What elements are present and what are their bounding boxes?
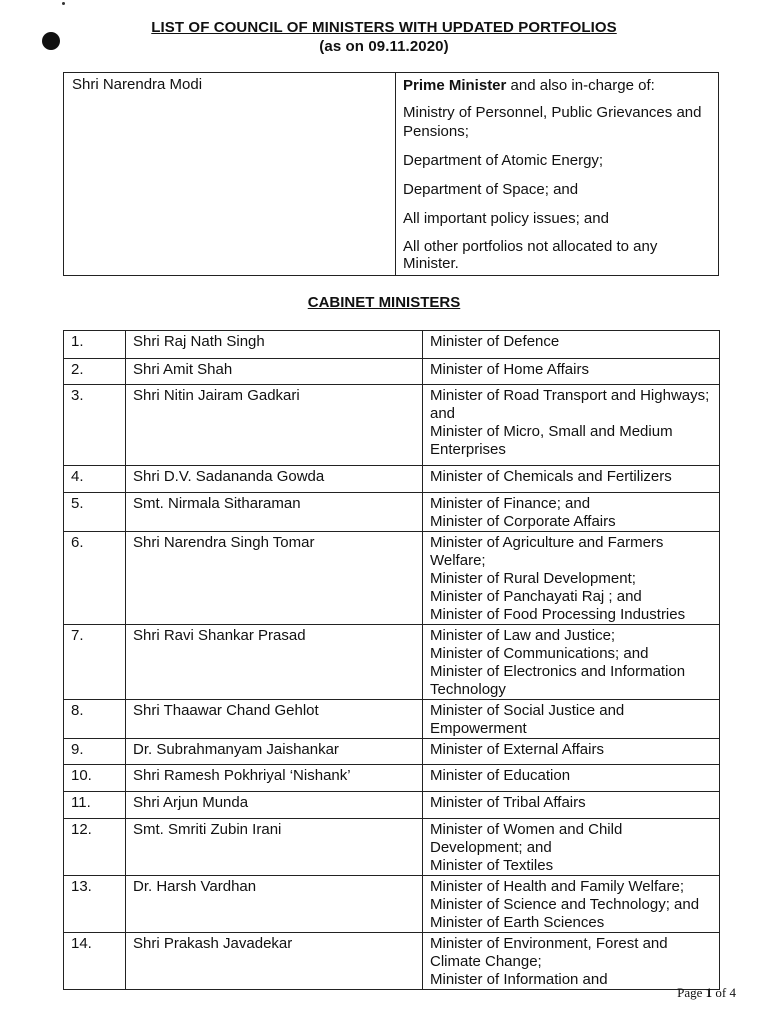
page-number: 1: [705, 985, 713, 1000]
page-word: Page: [677, 985, 703, 1000]
portfolio-line: Minister of Defence: [430, 333, 560, 350]
minister-portfolios: [423, 765, 720, 792]
minister-portfolios: [423, 385, 720, 466]
of-word: of: [715, 985, 727, 1000]
minister-portfolios: [423, 819, 720, 876]
minister-row: [64, 792, 720, 819]
minister-row: [64, 385, 720, 466]
pm-name: Shri Narendra Modi: [64, 73, 396, 275]
minister-name: Shri Arjun Munda: [126, 792, 423, 819]
portfolio-line: Minister of Law and Justice;: [430, 627, 616, 644]
minister-name: Shri Ravi Shankar Prasad: [126, 625, 423, 700]
row-number: 6.: [64, 532, 126, 625]
minister-name: Shri Ramesh Pokhriyal ‘Nishank’: [126, 765, 423, 792]
cabinet-table: [63, 330, 720, 990]
portfolio-line: Minister of Women and Child Development; and: [430, 821, 623, 856]
portfolio-line: Minister of Social Justice and Empowerment: [430, 702, 625, 737]
portfolio-line: Minister of Electronics and Information Technology: [430, 663, 686, 698]
cabinet-table-body: [64, 331, 720, 990]
minister-name: Shri Amit Shah: [126, 359, 423, 385]
pm-role-suffix: and also in-charge of:: [506, 77, 655, 94]
minister-name: Shri Nitin Jairam Gadkari: [126, 385, 423, 466]
pm-role: Prime Minister: [403, 77, 507, 94]
portfolio-line: Minister of Rural Development;: [430, 570, 636, 587]
minister-name: Dr. Subrahmanyam Jaishankar: [126, 739, 423, 765]
portfolio-line: Minister of Environment, Forest and Climate Change;: [430, 935, 668, 970]
minister-portfolios: [423, 331, 720, 359]
pm-portfolio-item: All other portfolios not allocated to any Minister.: [403, 238, 658, 272]
document-date: (as on 09.11.2020): [319, 38, 449, 55]
minister-row: [64, 819, 720, 876]
portfolio-line: Minister of Science and Technology; and: [430, 896, 700, 913]
portfolio-line: Minister of Agriculture and Farmers Welfare;: [430, 534, 664, 569]
minister-name: Shri Thaawar Chand Gehlot: [126, 700, 423, 739]
portfolio-line: Minister of Communications; and: [430, 645, 649, 662]
minister-name: Smt. Smriti Zubin Irani: [126, 819, 423, 876]
minister-portfolios: [423, 700, 720, 739]
portfolio-line: Minister of Textiles: [430, 857, 554, 874]
minister-row: [64, 331, 720, 359]
minister-row: [64, 625, 720, 700]
minister-portfolios: [423, 876, 720, 933]
minister-name: Smt. Nirmala Sitharaman: [126, 493, 423, 532]
portfolio-line: Minister of Home Affairs: [430, 361, 589, 378]
scan-mark: [62, 2, 65, 5]
row-number: 12.: [64, 819, 126, 876]
portfolio-line: Minister of Panchayati Raj ; and: [430, 588, 642, 605]
row-number: 4.: [64, 466, 126, 493]
portfolio-line: Minister of Finance; and: [430, 495, 591, 512]
pm-portfolio-item: All important policy issues; and: [403, 210, 609, 227]
minister-name: Shri Narendra Singh Tomar: [126, 532, 423, 625]
minister-portfolios: [423, 493, 720, 532]
minister-row: [64, 493, 720, 532]
portfolio-line: Minister of Earth Sciences: [430, 914, 605, 931]
minister-portfolios: [423, 933, 720, 990]
minister-row: [64, 700, 720, 739]
portfolio-line: Minister of Micro, Small and Medium Enterprises: [430, 423, 673, 458]
row-number: 9.: [64, 739, 126, 765]
minister-portfolios: [423, 359, 720, 385]
portfolio-line: Minister of Chemicals and Fertilizers: [430, 468, 672, 485]
minister-name: Shri Prakash Javadekar: [126, 933, 423, 990]
row-number: 5.: [64, 493, 126, 532]
row-number: 2.: [64, 359, 126, 385]
page-total: 4: [729, 985, 736, 1000]
minister-portfolios: [423, 792, 720, 819]
row-number: 7.: [64, 625, 126, 700]
portfolio-line: Minister of Tribal Affairs: [430, 794, 586, 811]
row-number: 13.: [64, 876, 126, 933]
pm-portfolio-item: Department of Atomic Energy;: [403, 152, 604, 169]
minister-name: Shri Raj Nath Singh: [126, 331, 423, 359]
portfolio-line: Minister of External Affairs: [430, 741, 604, 758]
minister-portfolios: [423, 466, 720, 493]
minister-row: [64, 532, 720, 625]
row-number: 1.: [64, 331, 126, 359]
minister-portfolios: [423, 625, 720, 700]
minister-row: [64, 765, 720, 792]
minister-row: [64, 739, 720, 765]
pm-portfolio-item: Ministry of Personnel, Public Grievances and Pensions;: [403, 104, 702, 140]
minister-name: Shri D.V. Sadananda Gowda: [126, 466, 423, 493]
portfolio-line: Minister of Health and Family Welfare;: [430, 878, 684, 895]
minister-row: [64, 466, 720, 493]
row-number: 14.: [64, 933, 126, 990]
cabinet-heading: CABINET MINISTERS: [307, 294, 461, 311]
document-title: LIST OF COUNCIL OF MINISTERS WITH UPDATED PORTFOLIOS: [151, 19, 617, 36]
minister-portfolios: [423, 739, 720, 765]
row-number: 3.: [64, 385, 126, 466]
row-number: 8.: [64, 700, 126, 739]
row-number: 10.: [64, 765, 126, 792]
portfolio-line: Minister of Corporate Affairs: [430, 513, 616, 530]
minister-row: [64, 933, 720, 990]
minister-row: [64, 876, 720, 933]
pm-portfolios: [396, 73, 718, 275]
prime-minister-table: [63, 72, 719, 276]
portfolio-line: Minister of Information and: [430, 971, 608, 988]
portfolio-line: Minister of Education: [430, 767, 571, 784]
pm-portfolio-item: Department of Space; and: [403, 181, 579, 198]
pm-role-line: [403, 76, 712, 95]
row-number: 11.: [64, 792, 126, 819]
minister-name: Dr. Harsh Vardhan: [126, 876, 423, 933]
portfolio-line: Minister of Road Transport and Highways; and: [430, 387, 710, 422]
page-footer: [677, 985, 736, 1001]
minister-portfolios: [423, 532, 720, 625]
portfolio-line: Minister of Food Processing Industries: [430, 606, 686, 623]
minister-row: [64, 359, 720, 385]
